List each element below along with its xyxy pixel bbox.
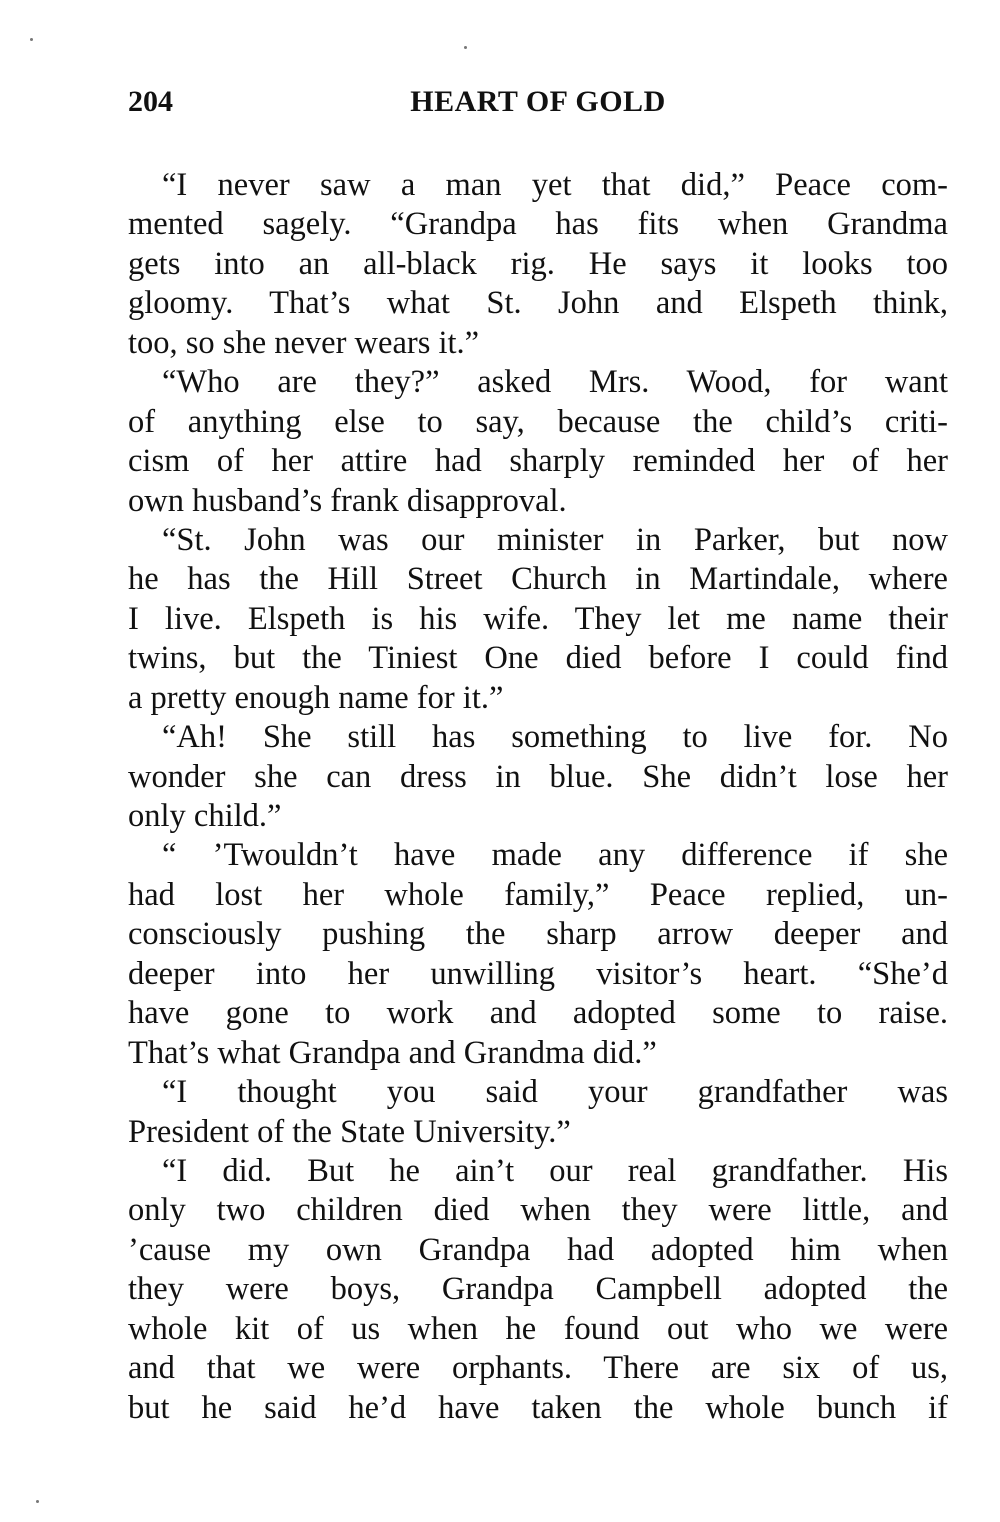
running-head-title: HEART OF GOLD — [410, 85, 666, 118]
text-line: only two children died when they were little, and — [128, 1192, 948, 1229]
paper-speck — [464, 46, 467, 49]
text-line: That’s what Grandpa and Grandma did.” — [128, 1034, 657, 1071]
text-line: wonder she can dress in blue. She didn’t lose her — [128, 758, 948, 795]
text-line: he has the Hill Street Church in Martindale, where — [128, 561, 948, 598]
text-line: own husband’s frank disapproval. — [128, 482, 567, 519]
text-line: a pretty enough name for it.” — [128, 679, 504, 716]
text-line: and that we were orphants. There are six of us, — [128, 1350, 948, 1387]
text-line: they were boys, Grandpa Campbell adopted the — [128, 1271, 948, 1308]
text-line: consciously pushing the sharp arrow deeper and — [128, 916, 948, 953]
text-line: too, so she never wears it.” — [128, 324, 480, 361]
text-line: “Ah! She still has something to live for. No — [162, 719, 948, 756]
text-line: “St. John was our minister in Parker, but now — [162, 521, 948, 558]
text-line: “I never saw a man yet that did,” Peace com- — [162, 167, 948, 203]
text-line: “ ’Twouldn’t have made any difference if she — [162, 837, 948, 874]
body-text — [128, 166, 948, 1428]
text-line: have gone to work and adopted some to raise. — [128, 995, 948, 1032]
paper-speck — [36, 1500, 39, 1503]
text-line: whole kit of us when he found out who we were — [128, 1310, 948, 1347]
text-line: but he said he’d have taken the whole bunch if — [128, 1389, 948, 1426]
text-line: only child.” — [128, 798, 282, 834]
text-line: of anything else to say, because the child’s criti- — [128, 403, 948, 440]
text-line: cism of her attire had sharply reminded her of her — [128, 443, 948, 480]
text-line: “I thought you said your grandfather was — [162, 1074, 948, 1111]
text-line: twins, but the Tiniest One died before I could find — [128, 640, 948, 677]
text-line: had lost her whole family,” Peace replied, un- — [128, 876, 948, 913]
text-line: gets into an all-black rig. He says it looks too — [128, 245, 948, 282]
paper-speck — [30, 38, 33, 41]
text-line: deeper into her unwilling visitor’s heart. “She’d — [128, 955, 948, 992]
text-line: “I did. But he ain’t our real grandfather. His — [162, 1152, 948, 1189]
text-line: mented sagely. “Grandpa has fits when Grandma — [128, 206, 948, 243]
page-header — [128, 82, 948, 122]
page-number: 204 — [128, 85, 173, 118]
text-line: President of the State University.” — [128, 1113, 571, 1150]
text-line: ’cause my own Grandpa had adopted him when — [128, 1231, 948, 1268]
text-line: gloomy. That’s what St. John and Elspeth think, — [128, 285, 948, 322]
text-line: “Who are they?” asked Mrs. Wood, for want — [162, 364, 948, 401]
text-line: I live. Elspeth is his wife. They let me name their — [128, 600, 948, 637]
